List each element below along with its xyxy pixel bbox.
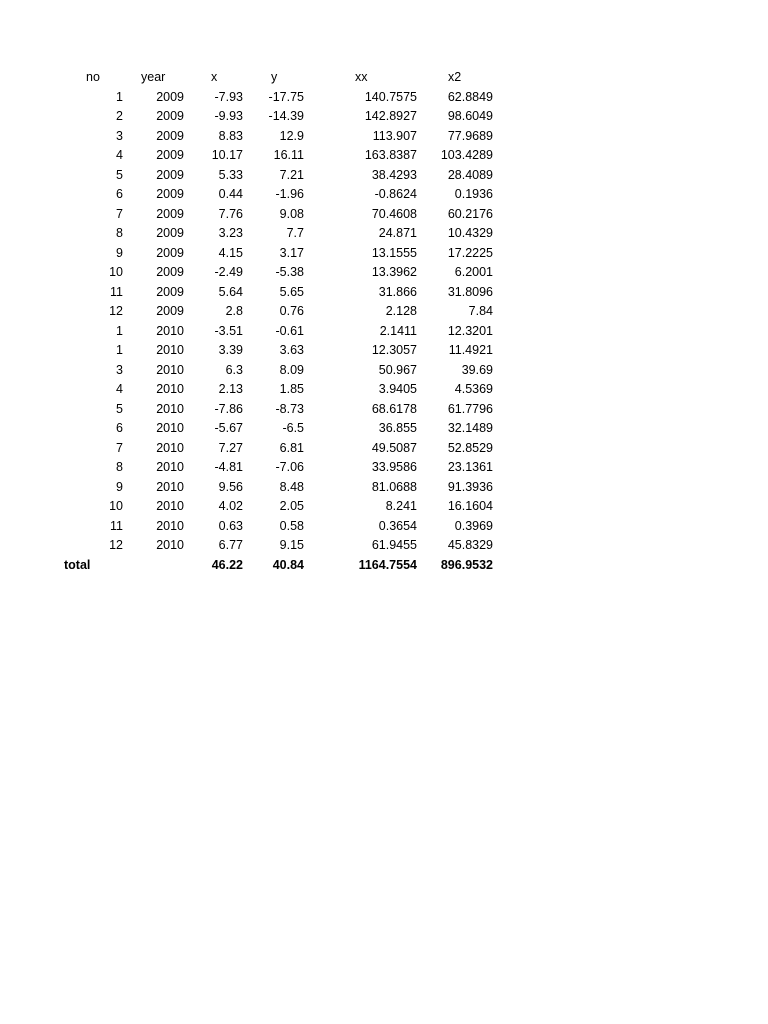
cell-xx: 13.3962 <box>371 265 417 279</box>
cell-x: 5.64 <box>218 284 243 299</box>
cell-xx: 163.8387 <box>364 148 417 162</box>
cell-year: 2010 <box>156 382 184 396</box>
cell-xx: 31.866 <box>378 284 417 299</box>
cell-x: 6.3 <box>225 362 243 377</box>
table-row <box>0 341 768 361</box>
table-row <box>0 283 768 303</box>
cell-y: 7.7 <box>286 226 304 240</box>
cell-xx: 13.1555 <box>371 245 417 260</box>
cell-x: -3.51 <box>214 323 243 338</box>
cell-x: 2.8 <box>225 304 243 318</box>
cell-xx: 0.3654 <box>378 518 417 533</box>
total-label: total <box>64 557 91 572</box>
cell-no: 12 <box>109 538 123 552</box>
cell-xx: 113.907 <box>372 128 417 143</box>
table-row <box>0 322 768 342</box>
cell-x2: 0.3969 <box>454 518 493 533</box>
cell-no: 12 <box>109 304 123 318</box>
data-table <box>0 68 768 575</box>
cell-y: -8.73 <box>275 401 304 416</box>
cell-no: 6 <box>116 421 123 435</box>
cell-xx: 12.3057 <box>371 343 417 357</box>
table-row <box>0 88 768 108</box>
cell-year: 2010 <box>156 362 184 377</box>
cell-xx: 3.9405 <box>378 382 417 396</box>
table-row <box>0 263 768 283</box>
cell-x: 9.56 <box>218 479 243 494</box>
cell-year: 2009 <box>156 206 184 221</box>
cell-x2: 12.3201 <box>447 323 493 338</box>
cell-no: 9 <box>116 245 123 260</box>
cell-xx: 142.8927 <box>364 109 417 123</box>
cell-x: -4.81 <box>214 460 243 474</box>
cell-y: 6.81 <box>279 440 304 455</box>
cell-y: 0.76 <box>279 304 304 318</box>
cell-x: -9.93 <box>214 109 243 123</box>
table-row <box>0 302 768 322</box>
header-year: year <box>141 70 166 84</box>
cell-no: 7 <box>116 440 123 455</box>
cell-year: 2009 <box>156 128 184 143</box>
total-row <box>0 556 768 576</box>
header-xx: xx <box>355 70 368 84</box>
cell-no: 10 <box>109 265 123 279</box>
cell-x: -2.49 <box>214 265 243 279</box>
cell-x: 3.23 <box>218 226 243 240</box>
total-x: 46.22 <box>211 557 243 572</box>
cell-x2: 60.2176 <box>447 206 493 221</box>
cell-x2: 23.1361 <box>447 460 493 474</box>
table-row <box>0 419 768 439</box>
cell-year: 2009 <box>156 304 184 318</box>
cell-y: 5.65 <box>279 284 304 299</box>
cell-year: 2010 <box>156 460 184 474</box>
cell-y: 8.09 <box>279 362 304 377</box>
cell-x2: 17.2225 <box>447 245 493 260</box>
cell-y: -17.75 <box>268 89 304 104</box>
cell-x: 6.77 <box>218 538 243 552</box>
cell-year: 2010 <box>156 421 184 435</box>
cell-y: -14.39 <box>268 109 304 123</box>
cell-x: -7.86 <box>214 401 243 416</box>
table-row <box>0 185 768 205</box>
header-no: no <box>86 70 100 84</box>
total-y: 40.84 <box>272 557 304 572</box>
cell-year: 2009 <box>156 167 184 182</box>
cell-x: 3.39 <box>218 343 243 357</box>
cell-xx: 81.0688 <box>371 479 417 494</box>
cell-no: 1 <box>116 89 123 104</box>
cell-y: -7.06 <box>275 460 304 474</box>
cell-y: 8.48 <box>279 479 304 494</box>
cell-xx: 49.5087 <box>371 440 417 455</box>
cell-xx: 68.6178 <box>371 401 417 416</box>
cell-no: 1 <box>116 343 123 357</box>
table-header <box>0 68 768 88</box>
cell-x2: 10.4329 <box>447 226 493 240</box>
cell-x2: 91.3936 <box>447 479 493 494</box>
cell-x2: 77.9689 <box>447 128 493 143</box>
table-row <box>0 536 768 556</box>
cell-no: 2 <box>116 109 123 123</box>
header-x: x <box>211 70 218 84</box>
table-row <box>0 244 768 264</box>
cell-year: 2009 <box>156 109 184 123</box>
cell-xx: 2.1411 <box>379 323 417 338</box>
cell-no: 11 <box>110 284 123 299</box>
cell-x: 4.02 <box>218 499 243 513</box>
cell-x2: 4.5369 <box>454 382 493 396</box>
cell-x2: 61.7796 <box>447 401 493 416</box>
cell-y: 9.15 <box>279 538 304 552</box>
cell-y: -1.96 <box>275 187 304 201</box>
cell-y: -6.5 <box>282 421 304 435</box>
cell-xx: 50.967 <box>378 362 417 377</box>
cell-x: 10.17 <box>211 148 243 162</box>
cell-year: 2009 <box>156 148 184 162</box>
cell-xx: 8.241 <box>385 499 417 513</box>
cell-y: 2.05 <box>279 499 304 513</box>
table-row <box>0 166 768 186</box>
table-row <box>0 146 768 166</box>
cell-year: 2010 <box>156 440 184 455</box>
cell-x2: 103.4289 <box>440 148 493 162</box>
table-row <box>0 497 768 517</box>
cell-xx: 140.7575 <box>364 89 417 104</box>
cell-y: -5.38 <box>275 265 304 279</box>
cell-x: 7.76 <box>218 206 243 221</box>
table-row <box>0 127 768 147</box>
cell-no: 4 <box>116 382 123 396</box>
cell-no: 8 <box>116 226 123 240</box>
cell-no: 7 <box>116 206 123 221</box>
cell-y: 12.9 <box>279 128 304 143</box>
cell-x: 0.44 <box>218 187 243 201</box>
cell-x2: 39.69 <box>461 362 493 377</box>
cell-no: 11 <box>110 518 123 533</box>
header-y: y <box>271 70 278 84</box>
cell-y: 0.58 <box>279 518 304 533</box>
cell-year: 2009 <box>156 187 184 201</box>
cell-x: 7.27 <box>218 440 243 455</box>
table-row <box>0 361 768 381</box>
table-row <box>0 517 768 537</box>
cell-no: 1 <box>116 323 123 338</box>
cell-xx: 24.871 <box>378 226 417 240</box>
table-body <box>0 88 768 556</box>
cell-year: 2009 <box>156 265 184 279</box>
cell-y: 3.17 <box>279 245 304 260</box>
cell-y: 1.85 <box>279 382 304 396</box>
cell-no: 5 <box>116 401 123 416</box>
cell-x: 4.15 <box>218 245 243 260</box>
cell-no: 3 <box>116 362 123 377</box>
cell-x2: 62.8849 <box>447 89 493 104</box>
table-row <box>0 439 768 459</box>
cell-year: 2009 <box>156 245 184 260</box>
cell-year: 2010 <box>156 323 184 338</box>
cell-x2: 7.84 <box>468 304 493 318</box>
cell-x2: 32.1489 <box>447 421 493 435</box>
table-row <box>0 224 768 244</box>
cell-y: -0.61 <box>275 323 304 338</box>
cell-x2: 98.6049 <box>447 109 493 123</box>
cell-x: 2.13 <box>218 382 243 396</box>
table-row <box>0 205 768 225</box>
cell-no: 8 <box>116 460 123 474</box>
cell-xx: 36.855 <box>378 421 417 435</box>
cell-x2: 11.4921 <box>448 343 493 357</box>
cell-xx: -0.8624 <box>374 187 417 201</box>
cell-xx: 2.128 <box>385 304 417 318</box>
cell-year: 2010 <box>156 538 184 552</box>
cell-x: 0.63 <box>218 518 243 533</box>
cell-y: 16.11 <box>273 148 304 162</box>
header-x2: x2 <box>448 70 462 84</box>
cell-xx: 38.4293 <box>371 167 417 182</box>
cell-x2: 31.8096 <box>447 284 493 299</box>
cell-no: 5 <box>116 167 123 182</box>
cell-x2: 0.1936 <box>454 187 493 201</box>
cell-no: 6 <box>116 187 123 201</box>
table-row <box>0 107 768 127</box>
total-x2: 896.9532 <box>440 557 493 572</box>
cell-no: 10 <box>109 499 123 513</box>
cell-year: 2009 <box>156 226 184 240</box>
cell-no: 9 <box>116 479 123 494</box>
cell-year: 2010 <box>156 401 184 416</box>
cell-x2: 16.1604 <box>447 499 493 513</box>
cell-x: 5.33 <box>218 167 243 182</box>
cell-year: 2010 <box>156 479 184 494</box>
cell-no: 4 <box>116 148 123 162</box>
cell-x: 8.83 <box>218 128 243 143</box>
cell-year: 2010 <box>156 499 184 513</box>
cell-y: 3.63 <box>279 343 304 357</box>
cell-y: 9.08 <box>279 206 304 221</box>
cell-year: 2009 <box>156 89 184 104</box>
cell-xx: 33.9586 <box>371 460 417 474</box>
table-row <box>0 400 768 420</box>
total-xx: 1164.7554 <box>358 557 417 572</box>
table-row <box>0 380 768 400</box>
cell-xx: 61.9455 <box>371 538 417 552</box>
cell-x2: 28.4089 <box>447 167 493 182</box>
cell-no: 3 <box>116 128 123 143</box>
cell-xx: 70.4608 <box>371 206 417 221</box>
cell-x2: 45.8329 <box>447 538 493 552</box>
cell-year: 2009 <box>156 284 184 299</box>
cell-y: 7.21 <box>279 167 304 182</box>
table-row <box>0 458 768 478</box>
cell-year: 2010 <box>156 343 184 357</box>
cell-x: -7.93 <box>214 89 243 104</box>
cell-year: 2010 <box>156 518 184 533</box>
cell-x2: 52.8529 <box>447 440 493 455</box>
cell-x: -5.67 <box>214 421 243 435</box>
table-row <box>0 478 768 498</box>
cell-x2: 6.2001 <box>454 265 493 279</box>
